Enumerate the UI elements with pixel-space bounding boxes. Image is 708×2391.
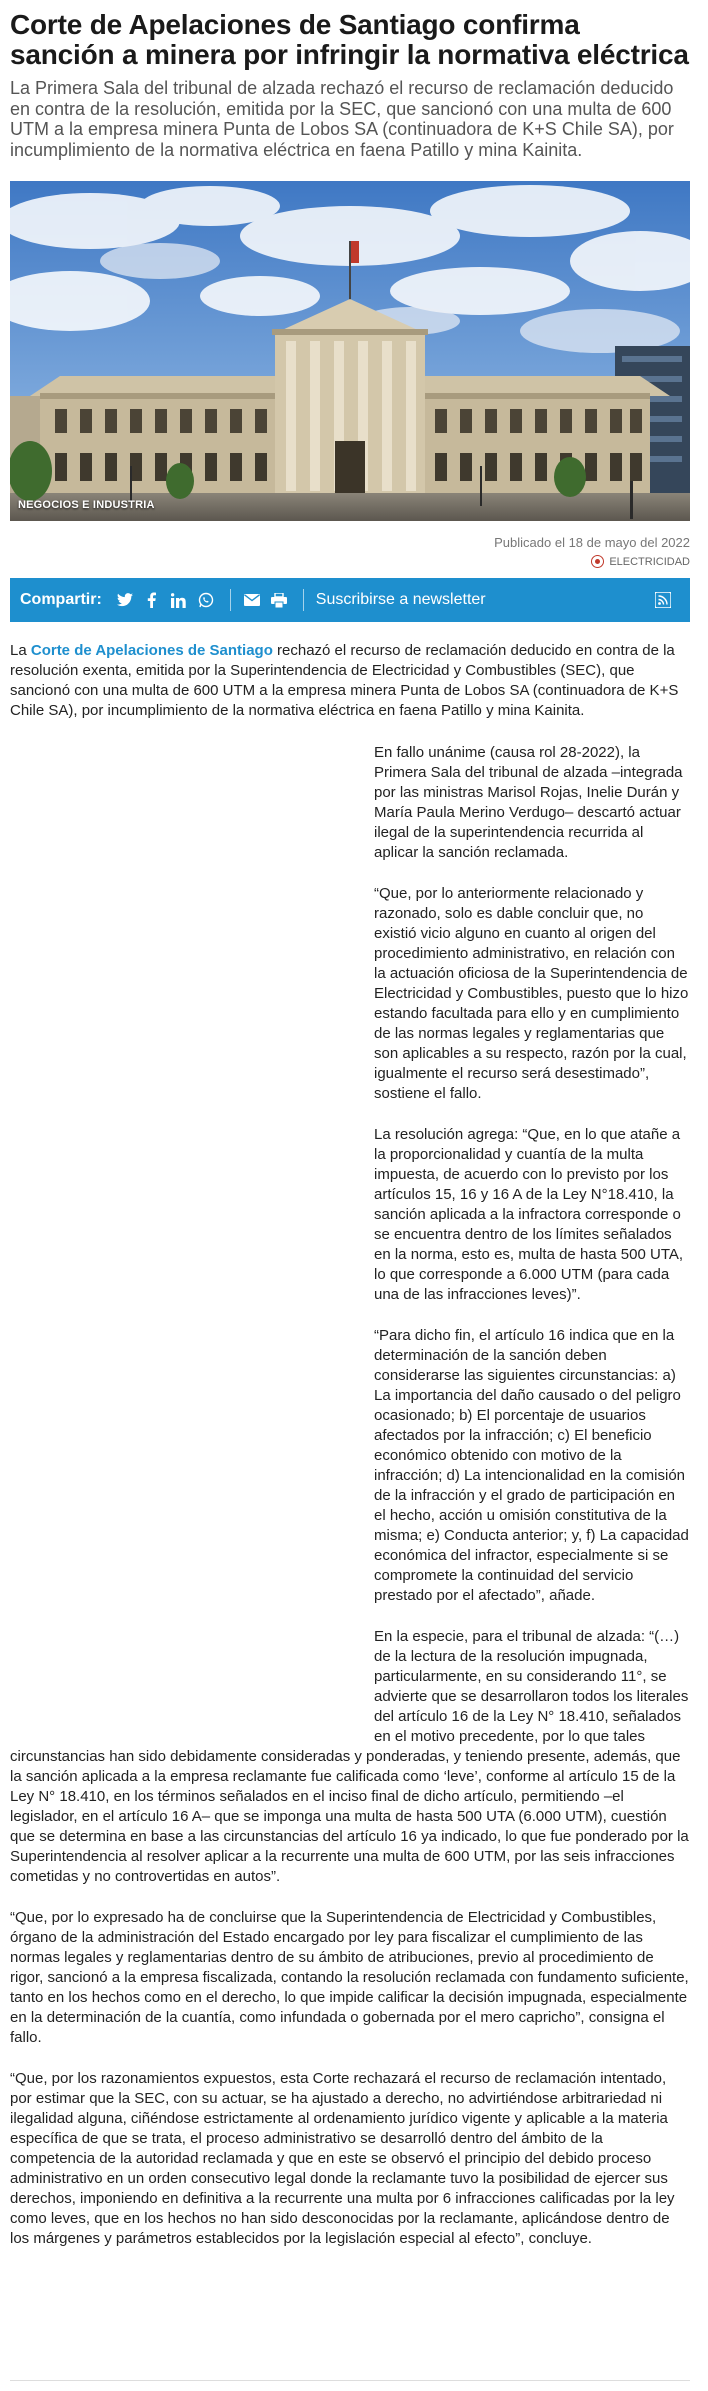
share-divider	[230, 589, 231, 611]
publish-date: Publicado el 18 de mayo del 2022	[494, 535, 690, 550]
share-divider	[303, 589, 304, 611]
share-bar	[10, 578, 690, 622]
article-container	[10, 0, 690, 2270]
lead-paragraph	[10, 641, 690, 721]
body-paragraph: “Para dicho fin, el artículo 16 indica que en la determinación de la sanción deben considerarse las siguientes circunstancias: a) La importancia del daño causado o del peligro ocasionado; b) El porcentaje de usuarios afectados por la infracción; c) El beneficio económico obtenido con motivo de la infracción; d) La intencionalidad en la comisión de la infracción y el grado de participación en el hecho, acción u omisión constitutiva de la misma; e) Conducta anterior; y, f) La capacidad económica del infractor, especialmente si se compromete la continuidad del servicio prestado por el afectado”, añade.	[374, 1327, 689, 1604]
image-caption: NEGOCIOS E INDUSTRIA	[18, 499, 155, 511]
rss-icon[interactable]	[655, 592, 671, 608]
court-link[interactable]: Corte de Apelaciones de Santiago	[30, 642, 273, 659]
article-body	[10, 743, 690, 2270]
newsletter-link[interactable]: Suscribirse a newsletter	[315, 591, 486, 608]
article-headline: Corte de Apelaciones de Santiago confirma sanción a minera por infringir la normativa eléctrica	[10, 9, 689, 70]
tag-icon	[591, 555, 604, 568]
lead-prefix: La	[10, 642, 31, 659]
linkedin-icon[interactable]	[170, 591, 188, 609]
category-tag-label: ELECTRICIDAD	[609, 555, 690, 568]
footer-divider	[10, 2380, 690, 2381]
body-paragraph: “Que, por lo expresado ha de concluirse que la Superintendencia de Electricidad y Combustibles, órgano de la administración del Estado encargado por ley para fiscalizar el cumplimiento de las normas legales y reglamentarias dentro de su ámbito de atribuciones, previo al procedimiento de rigor, sancionó a la empresa fiscalizada, contando la resolución reclamada con fundamento suficiente, tanto en los hechos como en el derecho, lo que impide calificar la decisión impugnada, especialmente en la determinación de la cuantía, como infundada o gobernada por el mero capricho”, consigna el fallo.	[10, 1909, 689, 2046]
hero-image[interactable]	[10, 181, 690, 521]
body-paragraph: En la especie, para el tribunal de alzada: “(…) de la lectura de la resolución impugnada, particularmente, en su considerando 11°, se advierte que se desarrollaron todos los literales del artículo 16 de la Ley N° 18.410, señalados en el motivo precedente, por lo que tales circunstancias han sido debidamente consideradas y ponderadas, y teniendo presente, además, que la sanción aplicada a la empresa reclamante fue calificada como ‘leve’, conforme al artículo 15 de la Ley N° 18.410, en los términos señalados en el inciso final de dicho artículo, permitiendo –el legislador, en el artículo 16 A– que se imponga una multa de hasta 500 UTA (6.000 UTM), cuestión que se determina en base a las circunstancias del artículo 16 ya indicado, lo que fue ponderado por la Superintendencia al resolver aplicar a la recurrente una multa de 600 UTM, por las seis infracciones cometidas y no controvertidas en autos”.	[10, 1628, 689, 1885]
courthouse-photo	[10, 181, 690, 521]
body-paragraph: La resolución agrega: “Que, en lo que atañe a la proporcionalidad y cuantía de la multa impuesta, de acuerdo con lo previsto por los artículos 15, 16 y 16 A de la Ley N°18.410, la sanción aplicada a la infractora corresponde o se encuentra dentro de los límites señalados en la norma, esto es, multa de hasta 500 UTA, lo que corresponde a 6.000 UTM (para cada una de las infracciones leves)”.	[374, 1126, 684, 1303]
facebook-icon[interactable]	[143, 591, 161, 609]
twitter-icon[interactable]	[116, 591, 134, 609]
ad-space	[10, 743, 374, 1728]
body-paragraph: En fallo unánime (causa rol 28-2022), la Primera Sala del tribunal de alzada –integrada por las ministras Marisol Rojas, Inelie Durán y María Paula Merino Verdugo– descartó actuar ilegal de la superintendencia recurrida al aplicar la sanción reclamada.	[374, 744, 683, 861]
lead-rest: rechazó el recurso de reclamación deducido en contra de la resolución exenta, emitida por la Superintendencia de Electricidad y Combustibles (SEC), que sancionó con una multa de 600 UTM a la empresa minera Punta de Lobos SA (continuadora de K+S Chile SA), por incumplimiento de la normativa eléctrica en faena Patillo y mina Kainita.	[10, 642, 679, 719]
share-label: Compartir:	[20, 591, 102, 608]
body-paragraph: “Que, por los razonamientos expuestos, esta Corte rechazará el recurso de reclamación intentado, por estimar que la SEC, con su actuar, se ha ajustado a derecho, no advirtiéndose arbitrariedad ni ilegalidad alguna, ciñéndose estrictamente al ordenamiento jurídico vigente y aplicable a la materia específica de que se trata, el proceso administrativo se desarrolló dentro del ámbito de la competencia de la autoridad reclamada y que en este se observó el principio del debido proceso administrativo en un orden consecutivo legal donde la reclamante tuvo la posibilidad de ejercer sus derechos, imponiendo en definitiva a la recurrente una multa por 6 infracciones calificadas por la ley como leves, que en los hechos no han sido desconocidas por la reclamante, aplicándose dentro de los márgenes y parámetros establecidos por la legislación especial al efecto”, concluye.	[10, 2070, 675, 2247]
mail-icon[interactable]	[243, 591, 261, 609]
category-tag[interactable]	[10, 555, 690, 568]
whatsapp-icon[interactable]	[197, 591, 215, 609]
body-paragraph: “Que, por lo anteriormente relacionado y razonado, solo es dable concluir que, no existió vicio alguno en cuanto al origen del procedimiento administrativo, en relación con la actuación oficiosa de la Superintendencia de Electricidad y Combustibles, puesto que lo hizo estando facultada para ello y en cumplimiento de las normas legales y reglamentarias que son aplicables a su respecto, razón por la cual, igualmente el recurso será desestimado”, sostiene el fallo.	[374, 885, 689, 1102]
print-icon[interactable]	[270, 591, 288, 609]
article-subtitle: La Primera Sala del tribunal de alzada rechazó el recurso de reclamación deducido en contra de la resolución, emitida por la SEC, que sancionó con una multa de 600 UTM a la empresa minera Punta de Lobos SA (continuadora de K+S Chile SA), por incumplimiento de la normativa eléctrica en faena Patillo y mina Kainita.	[10, 78, 674, 160]
